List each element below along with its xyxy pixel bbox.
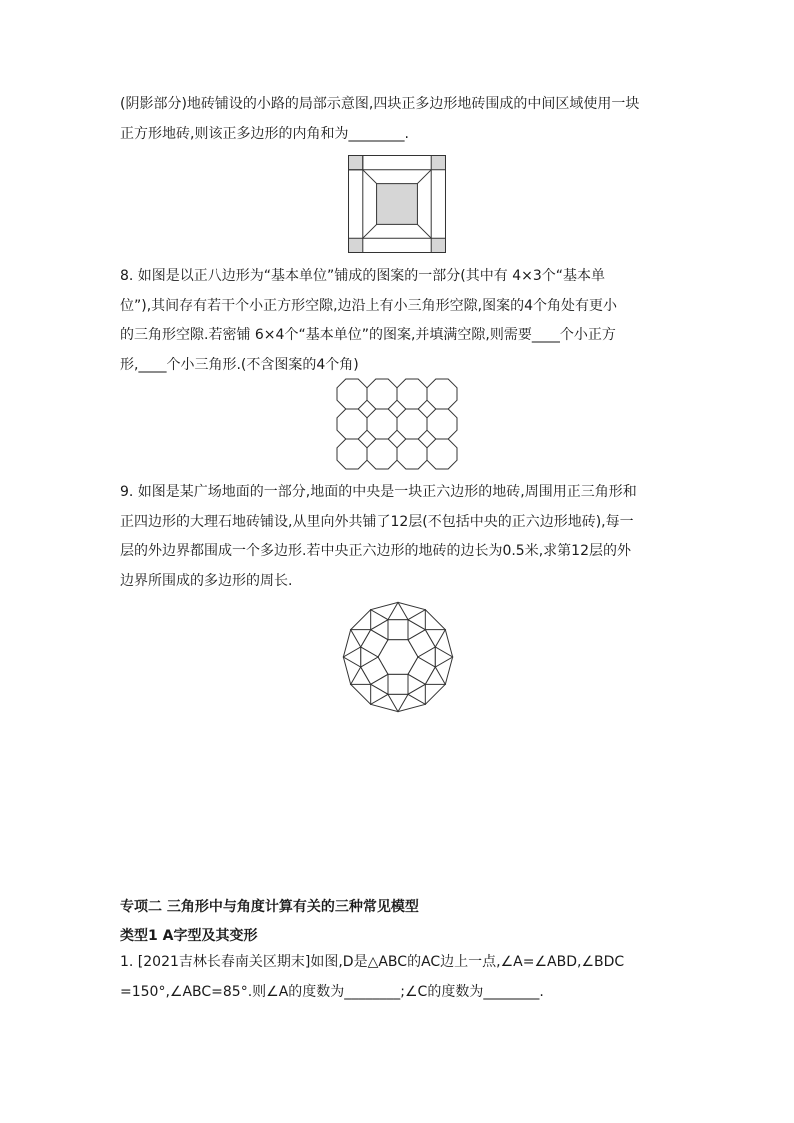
octagon-tile (337, 379, 367, 409)
q8-line-1: 8. 如图是以正八边形为“基本单位”铺成的图案的一部分(其中有 4×3个“基本单 (120, 268, 606, 284)
q9-line-4: 边界所围成的多边形的周长. (120, 572, 293, 589)
q8-text (120, 262, 680, 380)
octagon-tile (427, 379, 457, 409)
q8-line-2: 位”),其间存有若干个小正方形空隙,边沿上有小三角形空隙,图案的4个角处有更小 (120, 297, 617, 314)
octagon-tile (367, 379, 397, 409)
q7-text (120, 90, 680, 149)
octagon-tile (337, 439, 367, 469)
octagon-tile (397, 379, 427, 409)
q1-text (120, 948, 680, 1007)
type-title: 类型1 A字型及其变形 (120, 928, 258, 944)
octagon-tiling-figure (335, 378, 459, 470)
section-title: 专项二 三角形中与角度计算有关的三种常见模型 (120, 899, 419, 915)
octagon-tile (337, 409, 367, 439)
square-tile-path-figure (348, 155, 446, 253)
q9-line-3: 层的外边界都围成一个多边形.若中央正六边形的地砖的边长为0.5米,求第12层的外 (120, 543, 631, 559)
q9-line-1: 9. 如图是某广场地面的一部分,地面的中央是一块正六边形的地砖,周围用正三角形和 (120, 484, 637, 500)
q9-text (120, 478, 680, 596)
octagon-tile (427, 409, 457, 439)
outer-triangle-tile (343, 647, 360, 667)
outer-triangle-tile (435, 647, 452, 667)
octagon-tile (367, 409, 397, 439)
q1-line-2: =150°,∠ABC=85°.则∠A的度数为________;∠C的度数为________. (120, 983, 544, 1000)
q8-line-4: 形,____个小三角形.(不含图案的4个角) (120, 356, 359, 373)
outer-triangle-tile (388, 694, 408, 711)
q7-line-2: 正方形地砖,则该正多边形的内角和为________. (120, 125, 409, 142)
q8-line-3: 的三角形空隙.若密铺 6×4个“基本单位”的图案,并填满空隙,则需要____个小正方 (120, 327, 616, 343)
q7-line-1: (阴影部分)地砖铺设的小路的局部示意图,四块正多边形地砖围成的中间区域使用一块 (120, 96, 640, 112)
hexagon-tiling-figure (334, 598, 462, 716)
octagon-tile (397, 409, 427, 439)
octagon-tile (427, 439, 457, 469)
square-tile (388, 620, 408, 640)
q9-line-2: 正四边形的大理石地砖铺设,从里向外共铺了12层(不包括中央的正六边形地砖),每一 (120, 513, 634, 530)
octagon-tile (397, 439, 427, 469)
outer-triangle-tile (388, 602, 408, 619)
q1-line-1: 1. [2021吉林长春南关区期末]如图,D是△ABC的AC边上一点,∠A=∠ABD,∠BDC (120, 954, 625, 970)
octagon-tile (367, 439, 397, 469)
square-tile (388, 674, 408, 694)
